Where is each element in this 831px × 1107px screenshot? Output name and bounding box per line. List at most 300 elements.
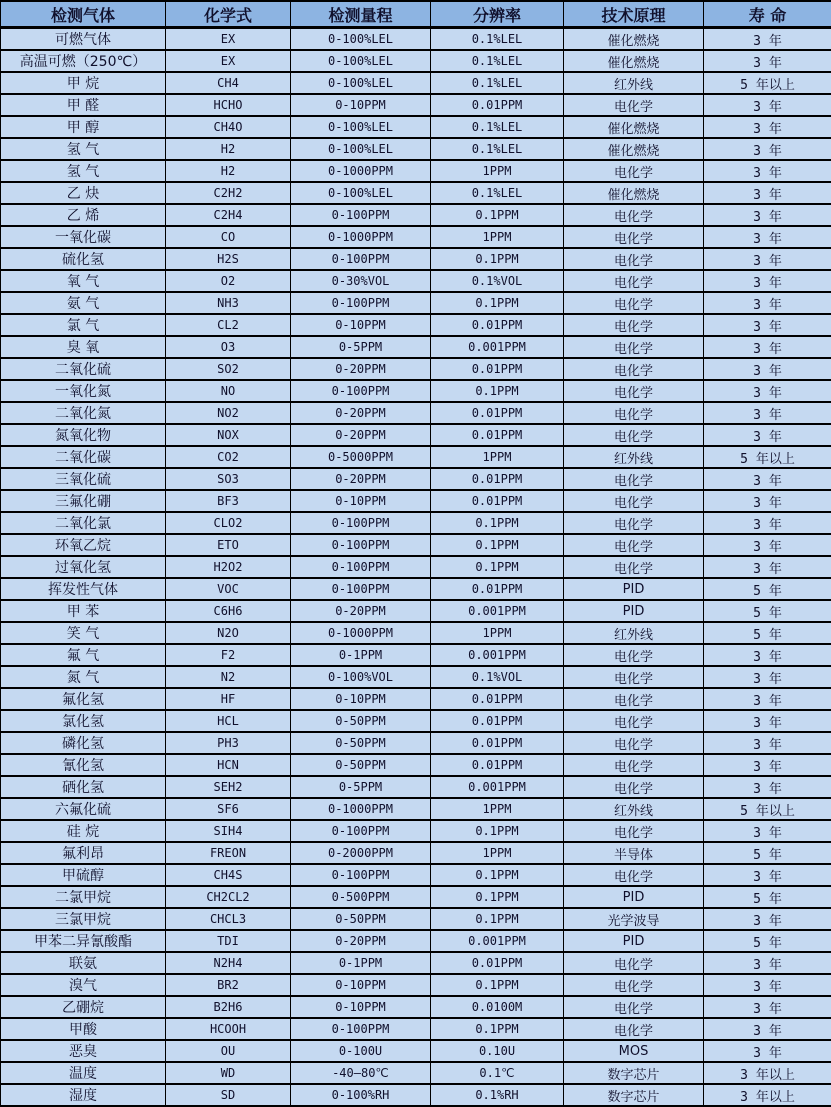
cell-lifespan: 3 年 xyxy=(704,402,831,424)
cell-resolution: 0.1PPM xyxy=(431,974,564,996)
cell-range: 0-100PPM xyxy=(291,578,431,600)
cell-formula: SO3 xyxy=(166,468,291,490)
cell-principle: 电化学 xyxy=(564,94,704,116)
cell-range: 0-5000PPM xyxy=(291,446,431,468)
cell-formula: CH4S xyxy=(166,864,291,886)
table-row xyxy=(1,842,831,864)
cell-principle: 光学波导 xyxy=(564,908,704,930)
table-body xyxy=(1,28,831,1107)
cell-principle: 催化燃烧 xyxy=(564,116,704,138)
cell-lifespan: 5 年以上 xyxy=(704,72,831,94)
cell-principle: PID xyxy=(564,578,704,600)
cell-lifespan: 3 年 xyxy=(704,28,831,51)
cell-resolution: 0.01PPM xyxy=(431,402,564,424)
cell-gas-name: 氰化氢 xyxy=(1,754,166,776)
cell-formula: SO2 xyxy=(166,358,291,380)
cell-gas-name: 甲 苯 xyxy=(1,600,166,622)
cell-lifespan: 3 年 xyxy=(704,468,831,490)
table-row xyxy=(1,160,831,182)
cell-principle: 催化燃烧 xyxy=(564,138,704,160)
column-header-formula: 化学式 xyxy=(166,1,291,28)
cell-gas-name: 氮氧化物 xyxy=(1,424,166,446)
table-header xyxy=(1,1,831,28)
cell-resolution: 0.1%LEL xyxy=(431,116,564,138)
cell-principle: 电化学 xyxy=(564,204,704,226)
cell-principle: 电化学 xyxy=(564,952,704,974)
table-row xyxy=(1,710,831,732)
cell-range: 0-10PPM xyxy=(291,974,431,996)
cell-principle: 电化学 xyxy=(564,226,704,248)
cell-formula: VOC xyxy=(166,578,291,600)
cell-lifespan: 3 年 xyxy=(704,996,831,1018)
cell-range: 0-100%LEL xyxy=(291,50,431,72)
cell-formula: H2O2 xyxy=(166,556,291,578)
cell-resolution: 0.001PPM xyxy=(431,930,564,952)
cell-formula: B2H6 xyxy=(166,996,291,1018)
cell-resolution: 0.001PPM xyxy=(431,776,564,798)
table-row xyxy=(1,886,831,908)
cell-formula: H2 xyxy=(166,160,291,182)
table-row xyxy=(1,974,831,996)
cell-resolution: 0.1PPM xyxy=(431,292,564,314)
cell-range: -40—80℃ xyxy=(291,1062,431,1084)
table-row xyxy=(1,72,831,94)
cell-range: 0-100PPM xyxy=(291,292,431,314)
cell-lifespan: 3 年 xyxy=(704,424,831,446)
cell-principle: 电化学 xyxy=(564,820,704,842)
cell-lifespan: 3 年 xyxy=(704,952,831,974)
cell-resolution: 0.01PPM xyxy=(431,754,564,776)
cell-principle: 催化燃烧 xyxy=(564,182,704,204)
cell-resolution: 0.1PPM xyxy=(431,556,564,578)
cell-principle: 电化学 xyxy=(564,512,704,534)
cell-principle: 电化学 xyxy=(564,732,704,754)
cell-formula: HF xyxy=(166,688,291,710)
cell-resolution: 0.01PPM xyxy=(431,468,564,490)
cell-resolution: 0.1%LEL xyxy=(431,50,564,72)
cell-principle: 红外线 xyxy=(564,622,704,644)
cell-principle: 电化学 xyxy=(564,380,704,402)
cell-range: 0-10PPM xyxy=(291,490,431,512)
cell-principle: 电化学 xyxy=(564,248,704,270)
cell-range: 0-100%LEL xyxy=(291,28,431,51)
cell-formula: CO2 xyxy=(166,446,291,468)
cell-gas-name: 环氧乙烷 xyxy=(1,534,166,556)
cell-gas-name: 氮 气 xyxy=(1,666,166,688)
cell-range: 0-5PPM xyxy=(291,336,431,358)
cell-formula: NOX xyxy=(166,424,291,446)
table-row xyxy=(1,292,831,314)
cell-lifespan: 3 年 xyxy=(704,666,831,688)
cell-gas-name: 甲苯二异氰酸酯 xyxy=(1,930,166,952)
cell-principle: 电化学 xyxy=(564,1018,704,1040)
cell-gas-name: 二氯甲烷 xyxy=(1,886,166,908)
cell-gas-name: 氟 气 xyxy=(1,644,166,666)
cell-gas-name: 一氧化碳 xyxy=(1,226,166,248)
table-row xyxy=(1,534,831,556)
cell-resolution: 1PPM xyxy=(431,226,564,248)
cell-principle: 半导体 xyxy=(564,842,704,864)
cell-formula: WD xyxy=(166,1062,291,1084)
cell-formula: C2H4 xyxy=(166,204,291,226)
cell-gas-name: 氯 气 xyxy=(1,314,166,336)
cell-resolution: 0.1%VOL xyxy=(431,270,564,292)
cell-formula: EX xyxy=(166,28,291,51)
table-row xyxy=(1,1018,831,1040)
cell-formula: O2 xyxy=(166,270,291,292)
table-row xyxy=(1,600,831,622)
cell-range: 0-100%LEL xyxy=(291,182,431,204)
cell-principle: PID xyxy=(564,930,704,952)
cell-gas-name: 恶臭 xyxy=(1,1040,166,1062)
cell-formula: C6H6 xyxy=(166,600,291,622)
table-row xyxy=(1,732,831,754)
cell-gas-name: 乙硼烷 xyxy=(1,996,166,1018)
cell-formula: HCL xyxy=(166,710,291,732)
cell-principle: 电化学 xyxy=(564,688,704,710)
cell-principle: 电化学 xyxy=(564,314,704,336)
cell-resolution: 0.1PPM xyxy=(431,820,564,842)
cell-resolution: 0.1%LEL xyxy=(431,138,564,160)
cell-lifespan: 5 年以上 xyxy=(704,798,831,820)
cell-gas-name: 二氧化碳 xyxy=(1,446,166,468)
cell-resolution: 1PPM xyxy=(431,798,564,820)
cell-resolution: 0.0100M xyxy=(431,996,564,1018)
cell-gas-name: 氢 气 xyxy=(1,160,166,182)
cell-gas-name: 六氟化硫 xyxy=(1,798,166,820)
cell-principle: 电化学 xyxy=(564,666,704,688)
cell-range: 0-100PPM xyxy=(291,380,431,402)
cell-lifespan: 3 年 xyxy=(704,270,831,292)
cell-range: 0-50PPM xyxy=(291,710,431,732)
cell-principle: 数字芯片 xyxy=(564,1084,704,1106)
cell-range: 0-20PPM xyxy=(291,358,431,380)
table-row xyxy=(1,336,831,358)
cell-principle: 电化学 xyxy=(564,468,704,490)
cell-formula: C2H2 xyxy=(166,182,291,204)
cell-resolution: 0.1%LEL xyxy=(431,28,564,51)
column-header-resolution: 分辨率 xyxy=(431,1,564,28)
cell-resolution: 0.10U xyxy=(431,1040,564,1062)
cell-gas-name: 三氯甲烷 xyxy=(1,908,166,930)
cell-formula: HCHO xyxy=(166,94,291,116)
cell-lifespan: 3 年 xyxy=(704,138,831,160)
table-row xyxy=(1,864,831,886)
cell-lifespan: 3 年 xyxy=(704,226,831,248)
cell-formula: N2 xyxy=(166,666,291,688)
cell-range: 0-100PPM xyxy=(291,1018,431,1040)
cell-principle: 电化学 xyxy=(564,402,704,424)
cell-formula: CH2CL2 xyxy=(166,886,291,908)
cell-resolution: 0.1PPM xyxy=(431,380,564,402)
cell-range: 0-100PPM xyxy=(291,512,431,534)
cell-principle: 电化学 xyxy=(564,534,704,556)
cell-resolution: 0.01PPM xyxy=(431,688,564,710)
table-row xyxy=(1,446,831,468)
cell-resolution: 0.1%VOL xyxy=(431,666,564,688)
table-row xyxy=(1,908,831,930)
cell-principle: 电化学 xyxy=(564,292,704,314)
cell-formula: F2 xyxy=(166,644,291,666)
cell-lifespan: 3 年 xyxy=(704,754,831,776)
cell-lifespan: 3 年 xyxy=(704,534,831,556)
cell-gas-name: 甲酸 xyxy=(1,1018,166,1040)
cell-formula: H2 xyxy=(166,138,291,160)
cell-lifespan: 3 年 xyxy=(704,776,831,798)
table-row xyxy=(1,644,831,666)
table-row xyxy=(1,314,831,336)
cell-lifespan: 3 年 xyxy=(704,314,831,336)
cell-range: 0-20PPM xyxy=(291,930,431,952)
cell-range: 0-100PPM xyxy=(291,556,431,578)
cell-range: 0-2000PPM xyxy=(291,842,431,864)
cell-resolution: 0.1PPM xyxy=(431,204,564,226)
table-row xyxy=(1,820,831,842)
table-row xyxy=(1,930,831,952)
cell-range: 0-100PPM xyxy=(291,864,431,886)
cell-principle: 数字芯片 xyxy=(564,1062,704,1084)
table-row xyxy=(1,424,831,446)
table-row xyxy=(1,952,831,974)
cell-lifespan: 3 年以上 xyxy=(704,1062,831,1084)
table-row xyxy=(1,798,831,820)
table-row xyxy=(1,1040,831,1062)
cell-range: 0-100PPM xyxy=(291,248,431,270)
cell-resolution: 0.01PPM xyxy=(431,94,564,116)
cell-resolution: 0.1%LEL xyxy=(431,182,564,204)
cell-range: 0-50PPM xyxy=(291,908,431,930)
header-row xyxy=(1,1,831,28)
cell-resolution: 0.1℃ xyxy=(431,1062,564,1084)
table-row xyxy=(1,358,831,380)
table-row xyxy=(1,688,831,710)
cell-principle: 电化学 xyxy=(564,864,704,886)
cell-range: 0-50PPM xyxy=(291,732,431,754)
cell-resolution: 0.1PPM xyxy=(431,1018,564,1040)
cell-resolution: 0.1PPM xyxy=(431,886,564,908)
table-row xyxy=(1,622,831,644)
cell-principle: 电化学 xyxy=(564,270,704,292)
cell-principle: 电化学 xyxy=(564,160,704,182)
cell-range: 0-100%LEL xyxy=(291,116,431,138)
cell-lifespan: 3 年 xyxy=(704,512,831,534)
table-row xyxy=(1,138,831,160)
cell-resolution: 0.01PPM xyxy=(431,710,564,732)
cell-principle: 电化学 xyxy=(564,424,704,446)
table-row xyxy=(1,226,831,248)
cell-resolution: 0.1PPM xyxy=(431,534,564,556)
table-row xyxy=(1,666,831,688)
cell-lifespan: 5 年 xyxy=(704,622,831,644)
cell-lifespan: 5 年 xyxy=(704,842,831,864)
table-row xyxy=(1,204,831,226)
cell-formula: N2O xyxy=(166,622,291,644)
cell-gas-name: 湿度 xyxy=(1,1084,166,1106)
cell-lifespan: 3 年 xyxy=(704,358,831,380)
table-row xyxy=(1,776,831,798)
cell-gas-name: 二氧化硫 xyxy=(1,358,166,380)
cell-formula: FREON xyxy=(166,842,291,864)
cell-resolution: 0.1PPM xyxy=(431,864,564,886)
cell-formula: EX xyxy=(166,50,291,72)
cell-gas-name: 甲硫醇 xyxy=(1,864,166,886)
cell-principle: 电化学 xyxy=(564,776,704,798)
column-header-range: 检测量程 xyxy=(291,1,431,28)
table-row xyxy=(1,1062,831,1084)
table-row xyxy=(1,248,831,270)
cell-lifespan: 5 年 xyxy=(704,600,831,622)
cell-gas-name: 挥发性气体 xyxy=(1,578,166,600)
cell-range: 0-100%LEL xyxy=(291,72,431,94)
cell-principle: 电化学 xyxy=(564,358,704,380)
cell-gas-name: 氯化氢 xyxy=(1,710,166,732)
cell-lifespan: 3 年 xyxy=(704,160,831,182)
cell-gas-name: 溴气 xyxy=(1,974,166,996)
cell-lifespan: 3 年 xyxy=(704,336,831,358)
cell-range: 0-20PPM xyxy=(291,600,431,622)
cell-range: 0-100PPM xyxy=(291,534,431,556)
cell-range: 0-1000PPM xyxy=(291,160,431,182)
cell-range: 0-10PPM xyxy=(291,314,431,336)
table-row xyxy=(1,490,831,512)
cell-range: 0-100PPM xyxy=(291,204,431,226)
cell-gas-name: 二氧化氯 xyxy=(1,512,166,534)
cell-range: 0-20PPM xyxy=(291,424,431,446)
cell-lifespan: 5 年 xyxy=(704,886,831,908)
cell-range: 0-20PPM xyxy=(291,402,431,424)
cell-lifespan: 3 年 xyxy=(704,204,831,226)
cell-formula: H2S xyxy=(166,248,291,270)
table-row xyxy=(1,94,831,116)
cell-lifespan: 3 年 xyxy=(704,94,831,116)
cell-range: 0-10PPM xyxy=(291,688,431,710)
cell-formula: OU xyxy=(166,1040,291,1062)
cell-resolution: 0.1%LEL xyxy=(431,72,564,94)
cell-gas-name: 甲 醇 xyxy=(1,116,166,138)
table-row xyxy=(1,402,831,424)
cell-principle: 催化燃烧 xyxy=(564,28,704,51)
cell-lifespan: 3 年 xyxy=(704,50,831,72)
cell-formula: BR2 xyxy=(166,974,291,996)
table-row xyxy=(1,1084,831,1106)
cell-formula: SD xyxy=(166,1084,291,1106)
cell-principle: 电化学 xyxy=(564,996,704,1018)
cell-range: 0-1PPM xyxy=(291,952,431,974)
cell-range: 0-1000PPM xyxy=(291,226,431,248)
cell-gas-name: 二氧化氮 xyxy=(1,402,166,424)
cell-principle: PID xyxy=(564,600,704,622)
cell-formula: HCOOH xyxy=(166,1018,291,1040)
cell-range: 0-100PPM xyxy=(291,820,431,842)
cell-gas-name: 氢 气 xyxy=(1,138,166,160)
cell-range: 0-10PPM xyxy=(291,996,431,1018)
cell-range: 0-5PPM xyxy=(291,776,431,798)
cell-resolution: 0.01PPM xyxy=(431,314,564,336)
table-row xyxy=(1,182,831,204)
cell-lifespan: 3 年 xyxy=(704,182,831,204)
cell-lifespan: 3 年 xyxy=(704,490,831,512)
column-header-principle: 技术原理 xyxy=(564,1,704,28)
cell-gas-name: 臭 氧 xyxy=(1,336,166,358)
cell-resolution: 0.1PPM xyxy=(431,512,564,534)
cell-resolution: 0.001PPM xyxy=(431,336,564,358)
cell-range: 0-1000PPM xyxy=(291,798,431,820)
cell-resolution: 1PPM xyxy=(431,622,564,644)
cell-gas-name: 温度 xyxy=(1,1062,166,1084)
cell-lifespan: 5 年 xyxy=(704,930,831,952)
cell-lifespan: 3 年 xyxy=(704,556,831,578)
cell-principle: 电化学 xyxy=(564,490,704,512)
column-header-lifespan: 寿 命 xyxy=(704,1,831,28)
cell-range: 0-500PPM xyxy=(291,886,431,908)
table-row xyxy=(1,28,831,51)
cell-lifespan: 3 年 xyxy=(704,1018,831,1040)
cell-principle: 电化学 xyxy=(564,644,704,666)
cell-formula: O3 xyxy=(166,336,291,358)
cell-lifespan: 3 年 xyxy=(704,116,831,138)
cell-range: 0-20PPM xyxy=(291,468,431,490)
table-row xyxy=(1,50,831,72)
table-row xyxy=(1,468,831,490)
cell-formula: N2H4 xyxy=(166,952,291,974)
cell-lifespan: 3 年 xyxy=(704,820,831,842)
cell-resolution: 0.1%RH xyxy=(431,1084,564,1106)
cell-formula: NO2 xyxy=(166,402,291,424)
cell-range: 0-1PPM xyxy=(291,644,431,666)
cell-formula: SEH2 xyxy=(166,776,291,798)
cell-gas-name: 过氧化氢 xyxy=(1,556,166,578)
cell-formula: CHCL3 xyxy=(166,908,291,930)
cell-resolution: 1PPM xyxy=(431,842,564,864)
cell-gas-name: 硅 烷 xyxy=(1,820,166,842)
cell-resolution: 0.1PPM xyxy=(431,908,564,930)
table-row xyxy=(1,116,831,138)
cell-formula: CH4O xyxy=(166,116,291,138)
cell-formula: CO xyxy=(166,226,291,248)
cell-gas-name: 三氟化硼 xyxy=(1,490,166,512)
cell-gas-name: 氟化氢 xyxy=(1,688,166,710)
cell-principle: 催化燃烧 xyxy=(564,50,704,72)
cell-resolution: 0.01PPM xyxy=(431,952,564,974)
table-row xyxy=(1,996,831,1018)
cell-gas-name: 可燃气体 xyxy=(1,28,166,51)
cell-gas-name: 硒化氢 xyxy=(1,776,166,798)
cell-gas-name: 氨 气 xyxy=(1,292,166,314)
table-row xyxy=(1,578,831,600)
cell-principle: 红外线 xyxy=(564,798,704,820)
cell-formula: SF6 xyxy=(166,798,291,820)
cell-formula: HCN xyxy=(166,754,291,776)
cell-gas-name: 高温可燃（250℃） xyxy=(1,50,166,72)
cell-range: 0-100%VOL xyxy=(291,666,431,688)
table-row xyxy=(1,754,831,776)
cell-resolution: 0.001PPM xyxy=(431,644,564,666)
cell-resolution: 0.01PPM xyxy=(431,732,564,754)
cell-lifespan: 3 年 xyxy=(704,974,831,996)
table-row xyxy=(1,380,831,402)
cell-principle: 电化学 xyxy=(564,710,704,732)
cell-resolution: 0.01PPM xyxy=(431,578,564,600)
cell-gas-name: 氟利昂 xyxy=(1,842,166,864)
cell-gas-name: 硫化氢 xyxy=(1,248,166,270)
cell-principle: 电化学 xyxy=(564,336,704,358)
cell-gas-name: 磷化氢 xyxy=(1,732,166,754)
cell-principle: 红外线 xyxy=(564,72,704,94)
cell-formula: TDI xyxy=(166,930,291,952)
cell-formula: ETO xyxy=(166,534,291,556)
cell-principle: 电化学 xyxy=(564,974,704,996)
table-row xyxy=(1,556,831,578)
